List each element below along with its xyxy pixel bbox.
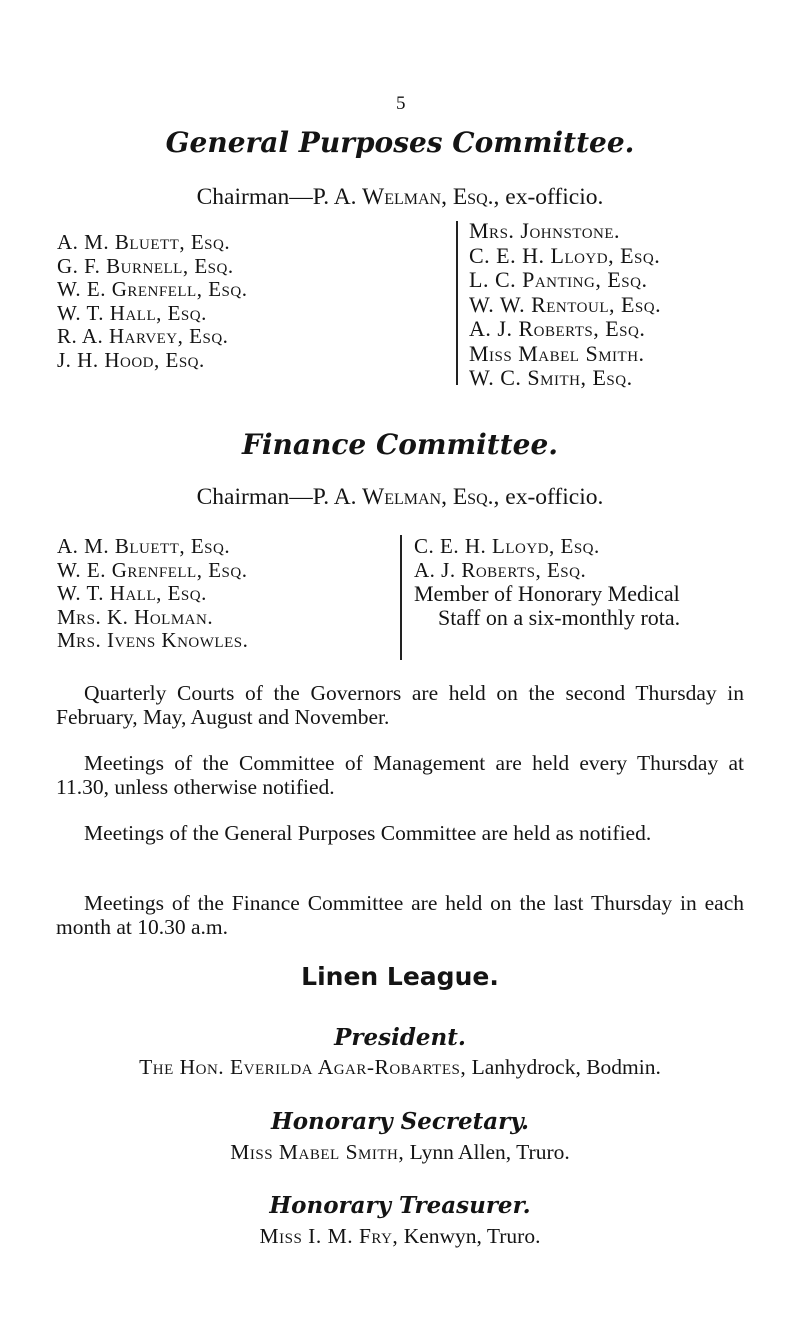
paragraph-finance-meetings xyxy=(56,891,744,939)
paragraph-text: Meetings of the General Purposes Committee are held as notified. xyxy=(84,821,652,845)
member-name: L. C. Panting, Esq. xyxy=(469,267,648,292)
column-divider xyxy=(456,221,458,385)
member-name: C. E. H. Lloyd, Esq. xyxy=(469,242,661,268)
secretary-line xyxy=(0,1140,800,1165)
finance-heading: Finance Committee. xyxy=(241,428,559,461)
president-line xyxy=(0,1055,800,1080)
chairman-suffix: ex-officio. xyxy=(499,484,604,510)
chairman-prefix: Chairman— xyxy=(196,484,313,510)
member-name: Mrs. K. Holman. xyxy=(57,604,214,629)
general-purposes-heading: General Purposes Committee. xyxy=(165,126,635,159)
president-place: Lanhydrock, Bodmin. xyxy=(466,1055,661,1079)
member-name: R. A. Harvey, Esq. xyxy=(57,324,229,348)
member-name: W. C. Smith, Esq. xyxy=(469,365,633,390)
chairman-name: P. A. Welman, Esq., xyxy=(312,484,500,510)
general-purposes-chairman xyxy=(0,184,800,211)
secretary-name: Miss Mabel Smith, xyxy=(230,1140,405,1164)
member-name: A. J. Roberts, Esq. xyxy=(414,557,587,582)
member-name: J. H. Hood, Esq. xyxy=(57,347,205,372)
general-purposes-right-members xyxy=(469,219,661,391)
president-heading: President. xyxy=(334,1024,466,1051)
member-name: C. E. H. Lloyd, Esq. xyxy=(414,534,600,558)
chairman-name: P. A. Welman, Esq., xyxy=(312,184,500,210)
paragraph-management-meetings xyxy=(56,751,744,799)
member-name: A. J. Roberts, Esq. xyxy=(469,316,646,341)
finance-chairman xyxy=(0,484,800,511)
member-name: Mrs. Ivens Knowles. xyxy=(57,628,249,652)
treasurer-place: Kenwyn, Truro. xyxy=(398,1224,541,1248)
member-name: W. E. Grenfell, Esq. xyxy=(57,557,248,582)
member-name: W. E. Grenfell, Esq. xyxy=(57,277,248,301)
member-name: A. M. Bluett, Esq. xyxy=(57,534,231,558)
member-name: W. T. Hall, Esq. xyxy=(57,581,207,605)
finance-left-members xyxy=(57,535,248,653)
chairman-prefix: Chairman— xyxy=(196,184,313,210)
member-name: W. T. Hall, Esq. xyxy=(57,300,207,325)
column-divider xyxy=(400,535,402,660)
secretary-heading: Honorary Secretary. xyxy=(270,1108,530,1135)
treasurer-heading: Honorary Treasurer. xyxy=(269,1192,531,1219)
finance-right-members xyxy=(414,535,680,629)
treasurer-line xyxy=(0,1224,800,1249)
paragraph-text: Meetings of the Finance Committee are held on the last Thursday in each month at 10.30 a.m. xyxy=(56,891,744,939)
linen-league-heading: Linen League. xyxy=(301,962,499,991)
paragraph-text: Quarterly Courts of the Governors are held on the second Thursday in February, May, August and November. xyxy=(56,681,744,729)
member-name: A. M. Bluett, Esq. xyxy=(57,230,231,254)
page-number: 5 xyxy=(396,93,406,114)
medical-staff-note-continued: Staff on a six-monthly rota. xyxy=(438,604,681,630)
president-name: The Hon. Everilda Agar-Robartes, xyxy=(139,1055,467,1079)
member-name: Mrs. Johnstone. xyxy=(469,218,621,243)
member-name: Miss Mabel Smith. xyxy=(469,340,645,366)
general-purposes-left-members xyxy=(57,231,247,372)
member-name: W. W. Rentoul, Esq. xyxy=(469,291,662,317)
paragraph-quarterly-courts xyxy=(56,681,744,729)
treasurer-name: Miss I. M. Fry, xyxy=(259,1224,399,1248)
medical-staff-note: Member of Honorary Medical xyxy=(414,581,680,606)
paragraph-general-purposes-meetings xyxy=(56,821,744,845)
chairman-suffix: ex-officio. xyxy=(499,184,604,210)
secretary-place: Lynn Allen, Truro. xyxy=(404,1140,570,1164)
paragraph-text: Meetings of the Committee of Management are held every Thursday at 11.30, unless otherwise notified. xyxy=(56,751,744,799)
member-name: G. F. Burnell, Esq. xyxy=(57,253,234,278)
